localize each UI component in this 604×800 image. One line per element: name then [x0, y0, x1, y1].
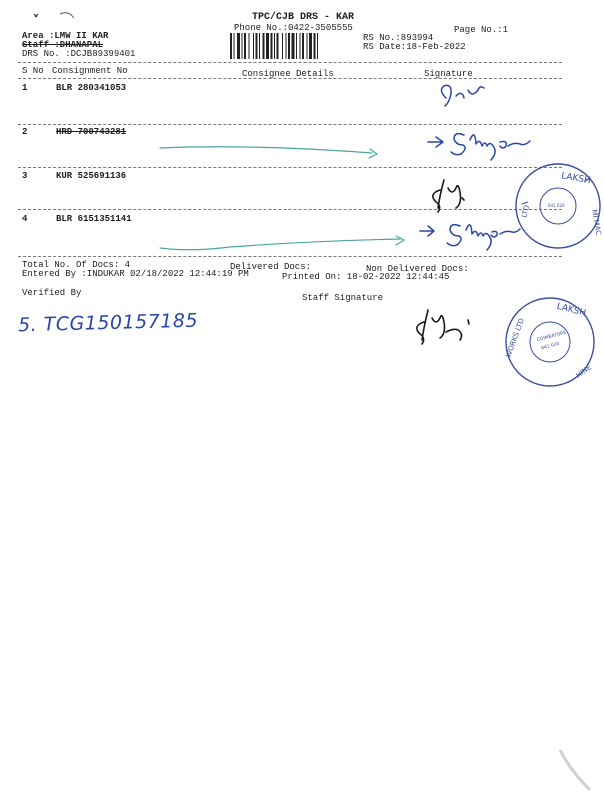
printed-on: Printed On: 18-02-2022 12:44:45	[282, 272, 450, 282]
col-sno: S No	[22, 66, 44, 76]
col-consignment: Consignment No	[52, 66, 128, 76]
phone-number: Phone No.:0422-3505555	[234, 23, 353, 33]
drs-number: DRS No. :DCJB89399401	[22, 49, 136, 59]
row-consignment: BLR 280341053	[56, 83, 127, 93]
row-consignment: KUR 525691136	[56, 171, 127, 181]
company-stamp	[500, 292, 600, 392]
staff-field: Staff :DHANAPAL	[22, 40, 104, 50]
document-title: TPC/CJB DRS - KAR	[252, 12, 355, 23]
svg-text:LAKSH: LAKSH	[555, 301, 587, 319]
row-consignment: HRD 700743281	[56, 127, 127, 137]
arrow-row-2	[160, 147, 377, 158]
svg-text:WORKS LTD: WORKS LTD	[504, 317, 526, 359]
row-consignment: BLR 6151351141	[56, 214, 132, 224]
signature-row-2	[428, 134, 530, 160]
total-docs: Total No. Of Docs: 4	[22, 260, 131, 270]
delivered-docs: Delivered Docs:	[230, 262, 312, 272]
verified-by: Verified By	[22, 288, 82, 298]
staff-signature-label: Staff Signature	[302, 293, 384, 303]
svg-text:LTD: LTD	[520, 204, 532, 219]
page-number: Page No.:1	[454, 25, 509, 35]
row-sno: 2	[22, 127, 28, 137]
signature-row-4	[420, 225, 520, 250]
svg-text:641 020: 641 020	[540, 341, 561, 352]
svg-text:HINE: HINE	[574, 363, 594, 380]
scan-marks	[540, 740, 600, 800]
svg-text:641 020: 641 020	[548, 203, 565, 208]
col-consignee: Consignee Details	[242, 69, 334, 79]
signature-row-3	[433, 180, 464, 212]
col-signature: Signature	[424, 69, 473, 79]
entered-by: Entered By :INDUKAR 02/18/2022 12:44:19 PM	[22, 269, 249, 279]
svg-text:COIMBATORE: COIMBATORE	[536, 330, 567, 344]
handwritten-note: 5. TCG150157185	[17, 309, 199, 337]
row-sno: 3	[22, 171, 28, 181]
signature-row-1	[441, 85, 484, 106]
arrow-row-4	[160, 236, 404, 250]
non-delivered-docs: Non Delivered Docs:	[366, 264, 469, 274]
row-sno: 1	[22, 83, 28, 93]
area-field: Area :LMW II KAR	[22, 31, 109, 41]
rs-number: RS No.:893994	[363, 33, 434, 43]
staff-signature-mark	[417, 310, 469, 344]
svg-text:MI MAC: MI MAC	[590, 208, 603, 236]
row-sno: 4	[22, 214, 28, 224]
company-stamp	[512, 160, 604, 252]
rs-date: RS Date:18-Feb-2022	[363, 42, 466, 52]
svg-text:LAKSH: LAKSH	[560, 171, 592, 187]
